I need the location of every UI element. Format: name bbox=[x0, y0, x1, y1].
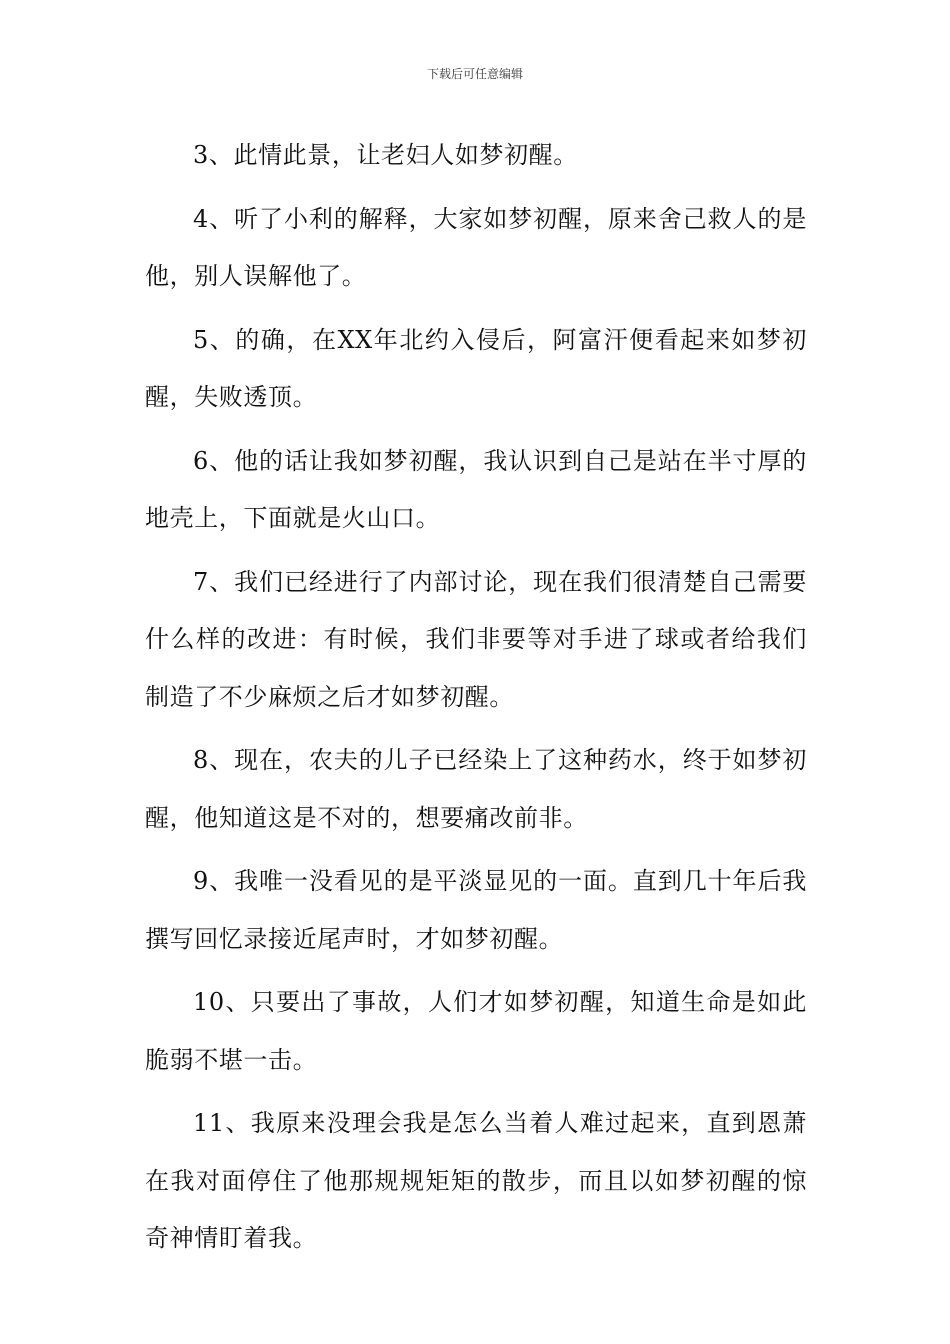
paragraph-8: 8、现在，农夫的儿子已经染上了这种药水，终于如梦初醒，他知道这是不对的，想要痛改前非。 bbox=[145, 746, 807, 832]
paragraph-11: 11、我原来没理会我是怎么当着人难过起来，直到恩萧在我对面停住了他那规规矩矩的散步，而且以如梦初醒的惊奇神情盯着我。 bbox=[145, 1109, 807, 1252]
paragraph-4: 4、听了小利的解释，大家如梦初醒，原来舍己救人的是他，别人误解他了。 bbox=[145, 204, 807, 290]
paragraph-7: 7、我们已经进行了内部讨论，现在我们很清楚自己需要什么样的改进：有时候，我们非要等对手进了球或者给我们制造了不少麻烦之后才如梦初醒。 bbox=[145, 567, 807, 711]
paragraph-10: 10、只要出了事故，人们才如梦初醒，知道生命是如此脆弱不堪一击。 bbox=[145, 988, 807, 1074]
document-body bbox=[145, 127, 807, 1274]
page-header-note: 下载后可任意编辑 bbox=[426, 67, 523, 81]
paragraph-3: 3、此情此景，让老妇人如梦初醒。 bbox=[193, 141, 578, 169]
paragraph-5: 5、的确，在XX年北约入侵后，阿富汗便看起来如梦初醒，失败透顶。 bbox=[145, 325, 807, 411]
paragraph-6: 6、他的话让我如梦初醒，我认识到自己是站在半寸厚的地壳上，下面就是火山口。 bbox=[145, 446, 807, 532]
paragraph-9: 9、我唯一没看见的是平淡显见的一面。直到几十年后我撰写回忆录接近尾声时，才如梦初醒。 bbox=[145, 867, 807, 953]
